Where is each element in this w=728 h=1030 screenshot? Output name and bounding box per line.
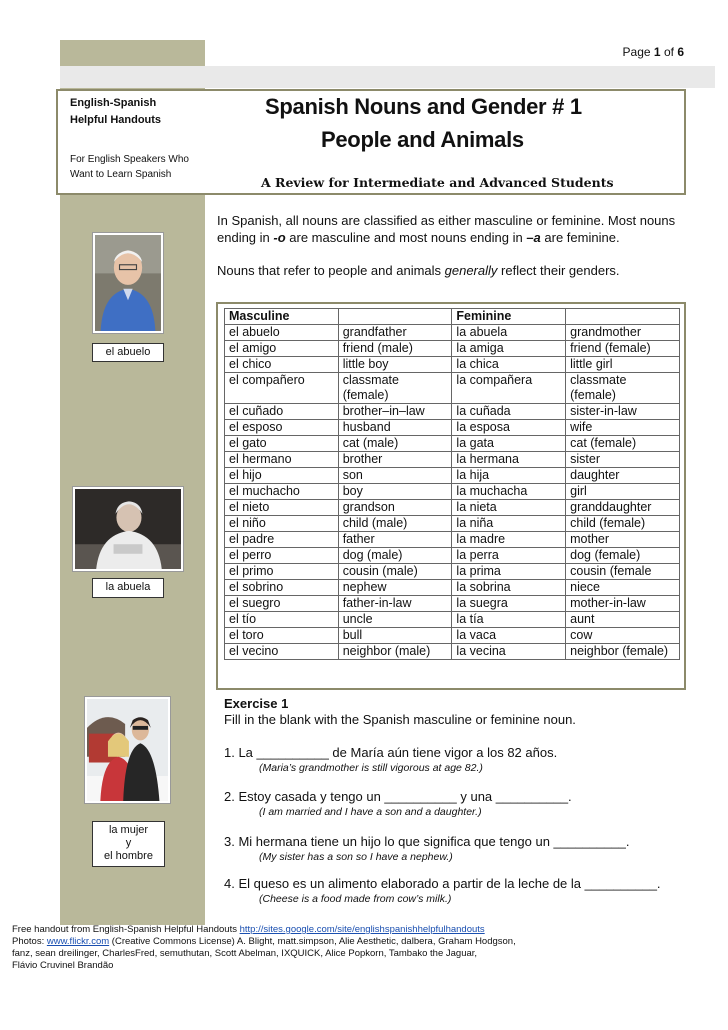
table-row [225,404,680,420]
masculine-translation: little boy [338,357,452,373]
masculine-noun: el toro [225,628,339,644]
masculine-translation: son [338,468,452,484]
feminine-noun: la amiga [452,341,566,357]
feminine-noun: la cuñada [452,404,566,420]
footer-site-link[interactable]: http://sites.google.com/site/englishspanishhelpfulhandouts [239,924,485,935]
table-row [225,564,680,580]
caption-abuelo: el abuelo [92,343,164,362]
caption-y: y [125,837,132,849]
table-row [225,452,680,468]
feminine-noun: la tía [452,612,566,628]
table-row [225,420,680,436]
masculine-noun: el niño [225,516,339,532]
masculine-noun: el amigo [225,341,339,357]
footer-flickr-link[interactable]: www.flickr.com [46,936,110,947]
feminine-translation: cousin (female [566,564,680,580]
feminine-translation: neighbor (female) [566,644,680,660]
feminine-noun: la perra [452,548,566,564]
intro-ending-a: –a [526,230,541,245]
intro-paragraph-2 [217,262,637,279]
masculine-translation: bull [338,628,452,644]
exercise-title: Exercise 1 [224,696,289,711]
table-row [225,373,680,404]
masculine-noun: el cuñado [225,404,339,420]
feminine-noun: la vaca [452,628,566,644]
intro-emphasis: generally [444,263,498,278]
feminine-translation: granddaughter [566,500,680,516]
caption-couple [92,821,165,867]
footer-line-4: Flávio Cruvinel Brandão [12,960,114,971]
feminine-translation: wife [566,420,680,436]
masculine-translation: father [338,532,452,548]
feminine-noun: la hermana [452,452,566,468]
masculine-translation: child (male) [338,516,452,532]
feminine-translation: child (female) [566,516,680,532]
exercise-translation-4: (Cheese is a food made from cow’s milk.) [259,893,452,905]
page-prefix: Page [622,45,651,59]
feminine-translation: mother [566,532,680,548]
masculine-translation: friend (male) [338,341,452,357]
feminine-noun: la hija [452,468,566,484]
masculine-noun: el chico [225,357,339,373]
couple-photo [85,697,170,803]
header-box [56,89,686,195]
feminine-translation: daughter [566,468,680,484]
table-row [225,548,680,564]
brand-tagline-line2: Want to Learn Spanish [70,169,172,180]
masculine-translation: father-in-law [338,596,452,612]
masculine-translation: dog (male) [338,548,452,564]
feminine-noun: la chica [452,357,566,373]
document-subtitle: A Review for Intermediate and Advanced Students [261,175,614,190]
masculine-noun: el suegro [225,596,339,612]
feminine-noun: la nieta [452,500,566,516]
exercise-question-2: 2. Estoy casada y tengo un __________ y una __________. [224,789,572,804]
table-row [225,357,680,373]
intro-text: In Spanish, all nouns are classified as either masculine or feminine. Most nouns ending in [217,213,676,245]
exercise-translation-2: (I am married and I have a son and a daughter.) [259,806,482,818]
table-row [225,580,680,596]
feminine-translation: sister [566,452,680,468]
masculine-translation: cat (male) [338,436,452,452]
masculine-translation: neighbor (male) [338,644,452,660]
feminine-translation: mother-in-law [566,596,680,612]
masculine-translation: brother–in–law [338,404,452,420]
table-row [225,612,680,628]
masculine-noun: el muchacho [225,484,339,500]
caption-abuela: la abuela [92,578,164,598]
masculine-noun: el hijo [225,468,339,484]
feminine-noun: la prima [452,564,566,580]
header-feminine: Feminine [452,309,566,325]
feminine-noun: la muchacha [452,484,566,500]
vocab-table-body [225,325,680,660]
footer-credits [12,924,712,972]
table-row [225,341,680,357]
intro-paragraph-1 [217,212,687,246]
masculine-noun: el primo [225,564,339,580]
document-title-line2: People and Animals [321,127,524,152]
table-row [225,628,680,644]
exercise-instruction: Fill in the blank with the Spanish masculine or feminine noun. [224,712,576,727]
caption-mujer: la mujer [108,824,149,836]
exercise-question-4: 4. El queso es un alimento elaborado a partir de la leche de la __________. [224,876,661,891]
masculine-noun: el sobrino [225,580,339,596]
intro-ending-o: -o [273,230,286,245]
brand-name-line2: Helpful Handouts [70,114,162,126]
intro-text: are masculine and most nouns ending in [285,230,527,245]
feminine-noun: la niña [452,516,566,532]
masculine-translation: nephew [338,580,452,596]
feminine-translation: classmate (female) [566,373,680,404]
exercise-question-1: 1. La __________ de María aún tiene vigor a los 82 años. [224,745,558,760]
feminine-noun: la compañera [452,373,566,404]
vocab-table-header [225,309,680,325]
feminine-translation: dog (female) [566,548,680,564]
intro-text: are feminine. [540,230,620,245]
table-row [225,325,680,341]
masculine-noun: el vecino [225,644,339,660]
table-row [225,500,680,516]
feminine-translation: niece [566,580,680,596]
footer-source-text: Free handout from English-Spanish Helpful Handouts [12,924,240,935]
footer-line-2 [12,936,712,948]
footer-photos-label: Photos: [12,936,47,947]
masculine-translation: classmate (female) [338,373,452,404]
masculine-translation: grandfather [338,325,452,341]
masculine-noun: el abuelo [225,325,339,341]
table-row [225,436,680,452]
feminine-noun: la abuela [452,325,566,341]
masculine-noun: el tío [225,612,339,628]
brand-tagline-line1: For English Speakers Who [70,154,189,165]
feminine-translation: cat (female) [566,436,680,452]
exercise-question-3: 3. Mi hermana tiene un hijo lo que significa que tengo un __________. [224,834,630,849]
table-row [225,532,680,548]
feminine-noun: la sobrina [452,580,566,596]
feminine-translation: aunt [566,612,680,628]
table-row [225,596,680,612]
intro-text: Nouns that refer to people and animals [217,263,445,278]
feminine-noun: la madre [452,532,566,548]
top-band [60,66,715,88]
page-of: of [663,45,674,59]
feminine-noun: la gata [452,436,566,452]
masculine-translation: brother [338,452,452,468]
feminine-translation: grandmother [566,325,680,341]
vocab-table [224,308,680,660]
page-number [623,45,684,59]
intro-text: reflect their genders. [497,263,620,278]
grandfather-photo [93,233,163,333]
table-row [225,516,680,532]
feminine-noun: la vecina [452,644,566,660]
header-blank [566,309,680,325]
footer-line-3: fanz, sean dreilinger, CharlesFred, semuthutan, Scott Abelman, IXQUICK, Alice Popkorn, Tambako the Jaguar, [12,948,478,959]
page-current: 1 [653,45,661,59]
masculine-translation: uncle [338,612,452,628]
footer-line-1 [12,924,712,936]
feminine-translation: little girl [566,357,680,373]
table-row [225,484,680,500]
table-row [225,468,680,484]
header-masculine: Masculine [225,309,339,325]
masculine-noun: el hermano [225,452,339,468]
masculine-noun: el compañero [225,373,339,404]
page-total: 6 [677,45,684,59]
grandmother-photo [73,487,183,571]
feminine-translation: cow [566,628,680,644]
masculine-noun: el perro [225,548,339,564]
masculine-noun: el padre [225,532,339,548]
feminine-noun: la esposa [452,420,566,436]
caption-hombre: el hombre [104,850,153,862]
masculine-noun: el gato [225,436,339,452]
footer-credits-text: (Creative Commons License) A. Blight, matt.simpson, Alie Aesthetic, dalbera, Graham Hodgson, [109,936,516,947]
header-blank [338,309,452,325]
masculine-noun: el esposo [225,420,339,436]
feminine-translation: girl [566,484,680,500]
masculine-translation: husband [338,420,452,436]
feminine-translation: friend (female) [566,341,680,357]
exercise-translation-1: (Maria’s grandmother is still vigorous at age 82.) [259,762,483,774]
document-title: Spanish Nouns and Gender # 1 [265,94,582,119]
masculine-translation: grandson [338,500,452,516]
brand-name-line1: English-Spanish [70,97,157,109]
feminine-translation: sister-in-law [566,404,680,420]
table-row [225,644,680,660]
exercise-translation-3: (My sister has a son so I have a nephew.) [259,851,453,863]
masculine-noun: el nieto [225,500,339,516]
feminine-noun: la suegra [452,596,566,612]
masculine-translation: cousin (male) [338,564,452,580]
masculine-translation: boy [338,484,452,500]
